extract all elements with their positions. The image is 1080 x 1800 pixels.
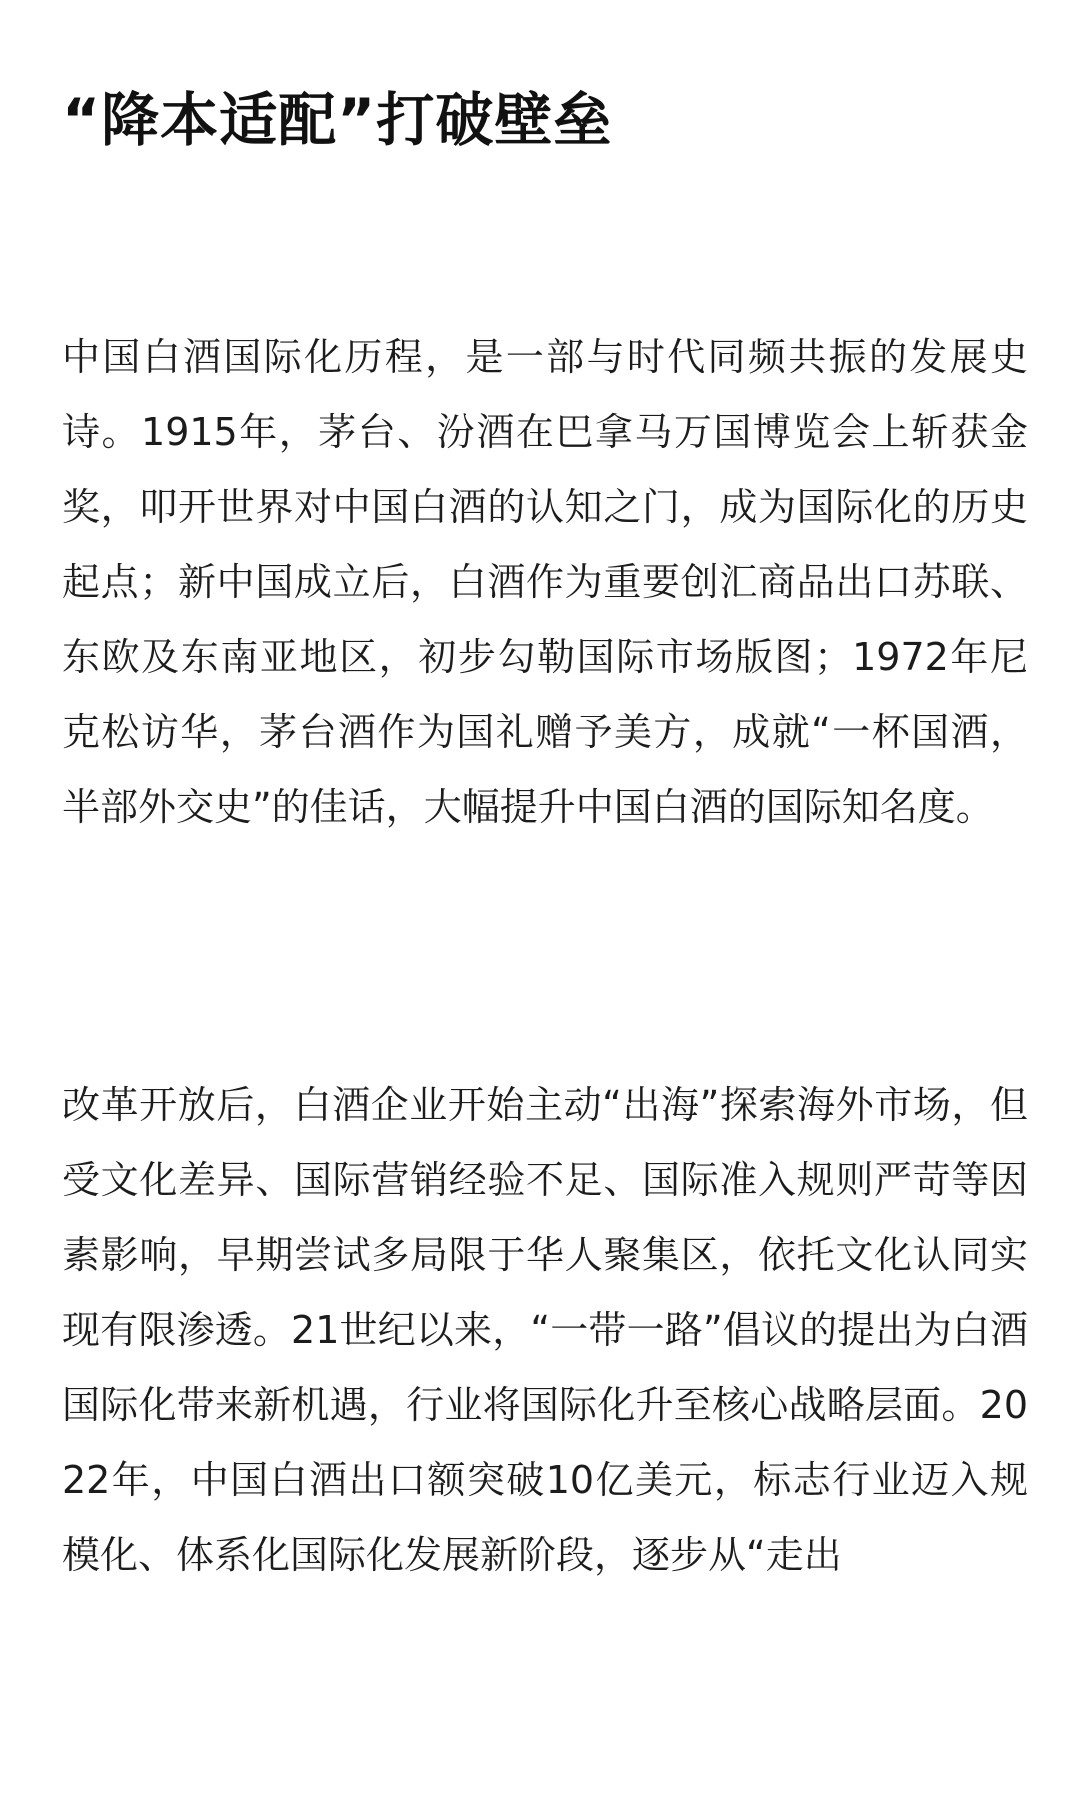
article-paragraph-1: 中国白酒国际化历程，是一部与时代同频共振的发展史诗。1915年，茅台、汾酒在巴拿马万国博览会上斩获金奖，叩开世界对中国白酒的认知之门，成为国际化的历史起点；新中国成立后，白酒作为重要创汇商品出口苏联、东欧及东南亚地区，初步勾勒国际市场版图；1972年尼克松访华，茅台酒作为国礼赠予美方，成就“一杯国酒，半部外交史”的佳话，大幅提升中国白酒的国际知名度。 [62,335,1028,829]
article-title: “降本适配”打破壁垒 [62,86,613,154]
article-paragraph-2: 改革开放后，白酒企业开始主动“出海”探索海外市场，但受文化差异、国际营销经验不足、国际准入规则严苛等因素影响，早期尝试多局限于华人聚集区，依托文化认同实现有限渗透。21世纪以来，“一带一路”倡议的提出为白酒国际化带来新机遇，行业将国际化升至核心战略层面。2022年，中国白酒出口额突破10亿美元，标志行业迈入规模化、体系化国际化发展新阶段，逐步从“走出 [62,1083,1028,1577]
